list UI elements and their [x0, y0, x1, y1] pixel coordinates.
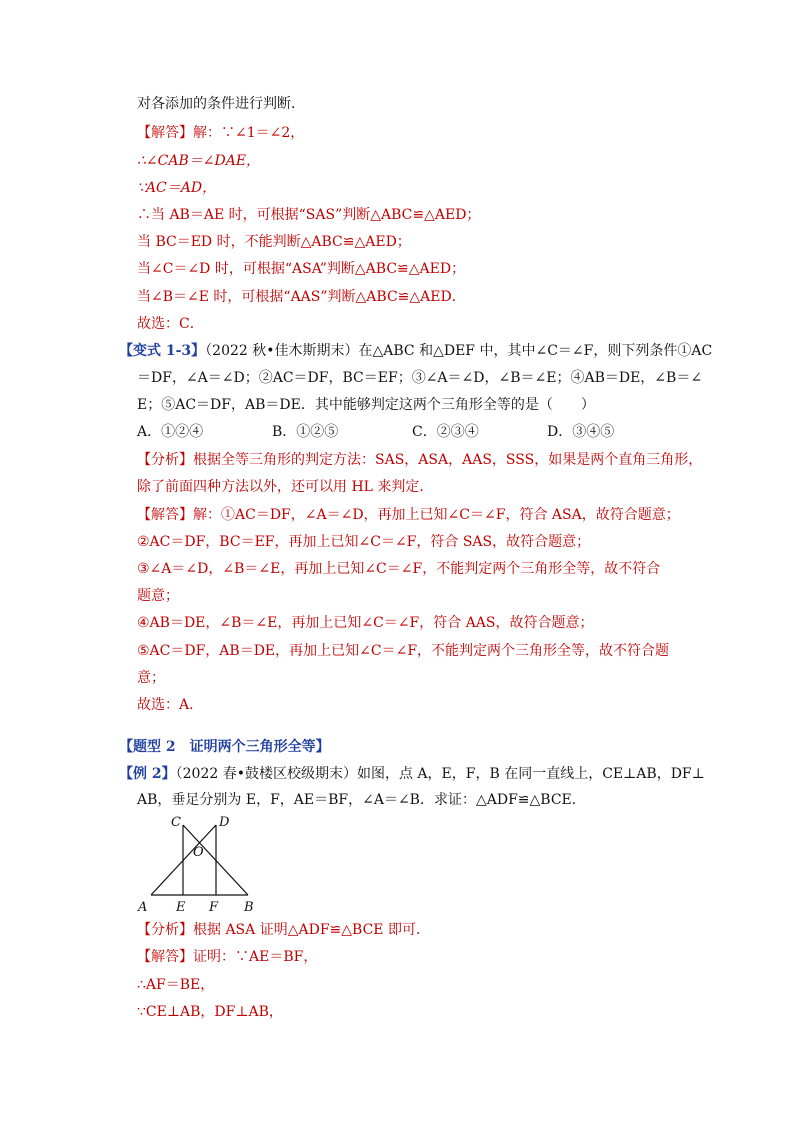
text-line: 当∠C＝∠D 时，可根据“ASA”判断△ABC≌△AED； [137, 261, 466, 277]
answer-line: ∵CE⊥AB，DF⊥AB， [137, 1004, 283, 1020]
variant-tag: 【变式 1-3】 [119, 343, 206, 359]
answer-line: ②AC＝DF，BC＝EF，再加上已知∠C＝∠F，符合 SAS，故符合题意； [137, 534, 591, 550]
answer-line: ∴AF＝BE， [137, 977, 215, 993]
variant-question-text: （2022 秋•佳木斯期末）在△ABC 和△DEF 中，其中∠C＝∠F，则下列条件①AC [205, 343, 713, 359]
question-line: ＝DF，∠A＝∠D；②AC＝DF，BC＝EF；③∠A＝∠D，∠B＝∠E；④AB＝DE，∠B＝∠ [137, 370, 703, 386]
example-tag: 【例 2】 [119, 766, 176, 782]
answer-tag: 【解答】 [137, 949, 193, 965]
answer-line: 故选：A． [137, 697, 204, 713]
segment-ad [151, 825, 216, 895]
answer-line: ⑤AC＝DF，AB＝DE，再加上已知∠C＝∠F，不能判定两个三角形全等，故不符合题 [137, 643, 670, 659]
question-line [119, 341, 712, 361]
option-a: A．①②④ [137, 424, 204, 440]
analysis-line: 除了前面四种方法以外，还可以用 HL 来判定． [137, 479, 434, 495]
question-line: AB，垂足分别为 E，F，AE＝BF，∠A＝∠B．求证：△ADF≌△BCE． [137, 792, 586, 808]
answer-line [137, 947, 317, 967]
text-line: 对各添加的条件进行判断． [137, 96, 305, 112]
analysis-text: 根据 ASA 证明△ADF≌△BCE 即可． [193, 922, 430, 938]
analysis-line [137, 450, 702, 470]
answer-text: 证明：∵AE＝BF， [193, 949, 318, 965]
example-question-text: （2022 春•鼓楼区校级期末）如图，点 A，E，F，B 在同一直线上，CE⊥AB，DF⊥ [175, 766, 705, 782]
analysis-tag: 【分析】 [137, 452, 193, 468]
text-line: 当∠B＝∠E 时，可根据“AAS”判断△ABC≌△AED． [137, 289, 466, 305]
answer-line: ③∠A＝∠D，∠B＝∠E，再加上已知∠C＝∠F，不能判定两个三角形全等，故不符合 [137, 561, 661, 577]
option-b: B．①②⑤ [272, 424, 339, 440]
answer-text: 解：①AC＝DF，∠A＝∠D，再加上已知∠C＝∠F，符合 ASA，故符合题意； [193, 507, 680, 523]
option-c: C．②③④ [412, 424, 479, 440]
option-d: D．③④⑤ [547, 424, 615, 440]
answer-line: 题意； [137, 588, 179, 604]
segment-bc [183, 825, 248, 895]
label-c: C [171, 815, 181, 830]
label-o: O [193, 845, 204, 860]
text-line: ∴∠CAB＝∠DAE， [137, 153, 261, 169]
label-e: E [176, 900, 186, 915]
answer-tag: 【解答】 [137, 125, 193, 141]
text-line: ∴当 AB＝AE 时，可根据“SAS”判断△ABC≌△AED； [137, 207, 481, 223]
section-heading: 【题型 2 证明两个三角形全等】 [119, 739, 330, 755]
text-line: 故选：C． [137, 316, 204, 332]
text-line: ∵AC＝AD， [137, 180, 217, 196]
answer-line: 意； [137, 670, 165, 686]
analysis-tag: 【分析】 [137, 922, 193, 938]
label-f: F [209, 900, 219, 915]
question-line: E；⑤AC＝DF，AB＝DE．其中能够判定这两个三角形全等的是（ ） [137, 397, 595, 413]
text-line [137, 123, 304, 143]
analysis-line [137, 920, 430, 940]
text-line: 当 BC＝ED 时，不能判断△ABC≌△AED； [137, 234, 411, 250]
answer-text: 解：∵∠1＝∠2， [193, 125, 305, 141]
label-b: B [244, 900, 254, 915]
analysis-text: 根据全等三角形的判定方法：SAS，ASA，AAS，SSS，如果是两个直角三角形， [193, 452, 703, 468]
label-d: D [219, 815, 230, 830]
answer-line [137, 505, 680, 525]
label-a: A [138, 900, 148, 915]
question-line [119, 764, 705, 784]
answer-tag: 【解答】 [137, 507, 193, 523]
answer-line: ④AB＝DE，∠B＝∠E，再加上已知∠C＝∠F，符合 AAS，故符合题意； [137, 615, 594, 631]
